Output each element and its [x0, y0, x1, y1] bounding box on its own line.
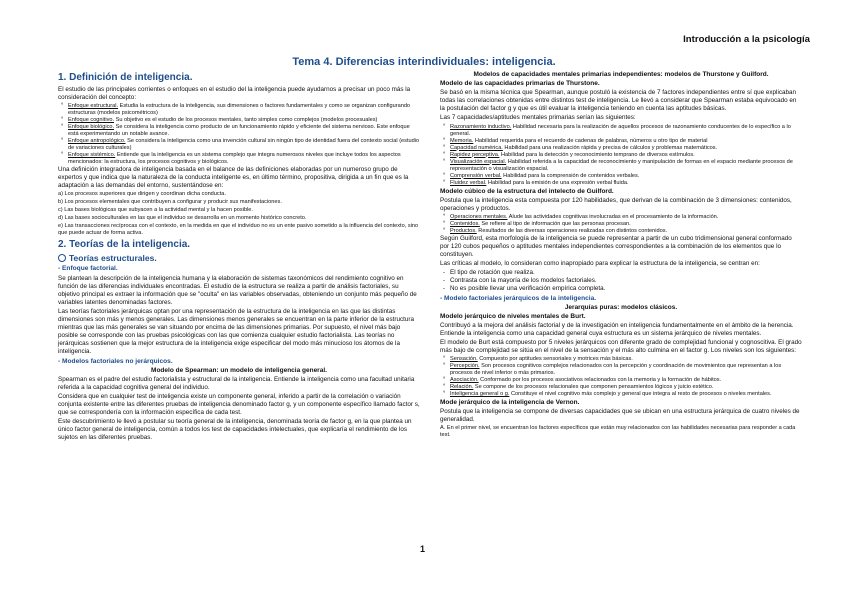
list-item: b) Los procesos elementales que contribuyen a configurar y producir sus manifestaciones.	[58, 199, 282, 206]
levels-list	[440, 356, 802, 398]
left-column	[58, 70, 420, 443]
list-item: a) Los procesos superiores que dirigen y coordinan dicha conducta.	[58, 191, 226, 198]
guilford-paragraph-3: Las críticas al modelo, lo consideran como inapropiado para explicar la estructura de la inteligencia, se centran en:	[440, 260, 760, 268]
list-item: ° Enfoque cognitivo. Su objetivo es el estudio de los procesos mentales, tanto simples como complejos (modelos procesuales)	[68, 117, 420, 124]
burt-paragraph-1: Contribuyó a la mejora del análisis factorial y de la investigación en inteligencia fundamentalmente en el ámbito de la herencia. Entiende la inteligencia como una capacidad general cuya estructura es un sistema jerárquico de niveles mentales.	[440, 321, 794, 337]
non-hierarchical-heading: - Modelos factoriales no jerárquicos.	[58, 357, 173, 365]
list-item: ° Enfoque antropológico. Se considera la inteligencia como una invención cultural sin ningún tipo de identidad fuera del contexto social (estudio de variaciones culturales)	[68, 138, 420, 152]
right-column	[440, 70, 802, 440]
capacities-list	[440, 124, 802, 187]
list-item: ° Visualización espacial. Habilidad referida a la capacidad de reconocimiento y manipulación de formas en el espacio mediante procesos de representación o visualización espacial.	[450, 159, 802, 173]
thurstone-paragraph-1: Se basó en la misma técnica que Spearman, aunque postuló la existencia de 7 factores independientes entre sí que explicaban todas las correlaciones obtenidas entre distintos test de inteligencia. Le llevó a considerar que Spearman estaba equivocado en la postulación del factor g y que es útil evaluar la inteligencia teniendo en cuenta las aptitudes básicas.	[440, 89, 797, 113]
list-item: ° Capacidad numérica. Habilidad para una realización rápida y precisa de cálculos y problemas matemáticos.	[450, 145, 802, 152]
list-item: ° Inteligencia general o g. Constituye el nivel cognitivo más complejo y general que integra al resto de procesos o niveles mentales.	[450, 391, 802, 398]
list-item: - No es posible llevar una verificación empírica completa.	[450, 285, 802, 293]
running-header: Introducción a la psicología	[683, 34, 810, 45]
thurstone-paragraph-2: Las 7 capacidades/aptitudes mentales primarias serían las siguientes:	[440, 114, 636, 122]
burt-heading: Modelo jerárquico de niveles mentales de Burt.	[440, 312, 586, 320]
critics-list	[440, 269, 802, 293]
integrative-definition: Una definición integradora de inteligencia basada en el balance de las definiciones elaboradas por un numeroso grupo de expertos y que indica que la naturaleza de la conducta inteligente es, en último término, propositiva, dirigida a un fin que es la adaptación a las demandas del entorno, sustentándose en:	[58, 166, 409, 190]
list-item: ° Productos. Resultados de las diversas operaciones realizadas con distintos contenidos.	[450, 228, 802, 235]
factorial-heading: - Enfoque factorial.	[58, 265, 118, 273]
list-item: ° Memoria. Habilidad requerida para el recuerdo de cadenas de palabras, números u otro tipo de material	[450, 138, 802, 145]
list-item: ° Enfoque sistémico. Entiende que la inteligencia es un sistema complejo que integra numerosos niveles que incluye todos los aspectos mencionados: la estructura, los procesos cognitivos y biológicos.	[68, 152, 420, 166]
page-title: Tema 4. Diferencias interindividuales: inteligencia.	[292, 56, 556, 68]
list-item: ° Rapidez perceptiva. Habilidad para la detección y reconocimiento temprano de diversos estímulos.	[450, 152, 802, 159]
list-item: ° Enfoque estructural. Estudia la estructura de la inteligencia, sus dimensiones o factores fundamentales y como se organizan configurando estructuras (modelos psicométricos)	[68, 103, 420, 117]
list-item: ° Sensación. Compuesto por aptitudes sensoriales y motrices más básicas.	[450, 356, 802, 363]
spearman-paragraph-3: Este descubrimiento le llevó a postular su teoría general de la inteligencia, denominada teoría de factor g, en la que plantea un único factor general de inteligencia, común a todos los test de capacidades intelectuales, que explicaría el rendimiento de los sujetos en las diferentes pruebas.	[58, 418, 412, 442]
page-number: 1	[420, 544, 426, 554]
list-item: e) Las transacciones recíprocas con el contexto, en la medida en que el individuo no es un ente pasivo sometido a la influencia del contexto, sino que puede actuar de forma activa.	[58, 223, 419, 237]
list-item: - El tipo de rotación que realiza.	[450, 269, 802, 277]
spearman-paragraph-2: Considera que en cualquier test de inteligencia existe un componente general, inferido a partir de la correlación o variación conjunta existente entre las diferentes pruebas de inteligencia denominado factor g, y un componente específico llamado factor s, que se correspondería con la información específica de cada test.	[58, 392, 420, 417]
approaches-list	[58, 103, 420, 166]
thurstone-heading: Modelo de las capacidades primarias de Thurstone.	[440, 80, 600, 88]
vernon-paragraph-1: Postula que la inteligencia se compone de diversas capacidades que se ubican en una estructura jerárquica de cuatro niveles de generalidad.	[440, 408, 800, 424]
list-item: ° Asociación. Conformado por los procesos asociativos relacionados con la memoria y la formación de hábitos.	[450, 377, 802, 384]
list-item: c) Las bases biológicas que subyacen a la actividad mental y la hacen posible.	[58, 207, 253, 214]
spearman-heading: Modelo de Spearman: un modelo de inteligencia general.	[151, 366, 327, 374]
guilford-heading: Modelo cúbico de la estructura del intelecto de Guilford.	[440, 187, 614, 195]
list-item: ° Contenidos. Se refiere al tipo de información que las personas procesan.	[450, 221, 802, 228]
section-2-heading: 2. Teorías de la inteligencia.	[58, 239, 191, 251]
list-item: ° Razonamiento inductivo. Habilidad necesaria para la realización de aquellos procesos de razonamiento conducentes de lo específico a lo general.	[450, 124, 802, 138]
list-item: - Contrasta con la mayoría de los modelos factoriales.	[450, 277, 802, 285]
factorial-paragraph-1: Se plantean la descripción de la inteligencia humana y la elaboración de sistemas taxonómicos del rendimiento cognitivo en función de las diferencias individuales encontradas. El estudio de la estructura se realiza a partir de análisis factoriales, su objetivo principal es extraer la información que se "oculta" en las variables observadas, obteniendo un conjunto más pequeño de variables latentes denominadas factores.	[58, 274, 417, 306]
structural-theories-heading: Teorías estructurales.	[58, 253, 420, 264]
guilford-paragraph-2: Según Guilford, esta morfología de la inteligencia se puede representar a partir de un cubo tridimensional general conformado por 120 cubos pequeños o aptitudes mentales independientes correspondientes a la combinación de los elementos que lo constituyen.	[440, 234, 792, 259]
thurstone-guilford-heading: Modelos de capacidades mentales primarias independientes: modelos de Thurstone y Guilford.	[473, 71, 769, 78]
hierarchical-heading: - Modelo factoriales jerárquicos de la inteligencia.	[440, 294, 597, 302]
pure-hierarchies-heading: Jerarquías puras: modelos clásicos.	[564, 303, 678, 311]
section-1-heading: 1. Definición de inteligencia.	[58, 72, 193, 83]
list-item: ° Relación. Se compone de los procesos relacionales que componen pensamientos lógicos y juicio estético.	[450, 384, 802, 391]
section-1-intro: El estudio de las principales corrientes o enfoques en el estudio del la inteligencia puede ayudarnos a precisar un poco más la consideración del concepto:	[58, 86, 411, 102]
list-item: ° Operaciones mentales. Alude las actividades cognitivas involucradas en el procesamiento de la información.	[450, 214, 802, 221]
dimensions-list	[440, 214, 802, 235]
list-item: ° Enfoque biológico. Se considera la inteligencia como producto de un funcionamiento rápido y eficiente del sistema nervioso. Este enfoque está experimentando un notable avance.	[68, 124, 420, 138]
spearman-paragraph-1: Spearman es el padre del estudio factorialista y estructural de la inteligencia. Entiende la inteligencia como una facultad unitaria referida a la capacidad cognitiva general del individuo.	[58, 375, 415, 391]
vernon-heading: Mode jerárquico de la inteligencia de Vernon.	[440, 399, 580, 407]
burt-paragraph-2: El modelo de Burt está compuesto por 5 niveles jerárquicos con diferente grado de complejidad funcional y cognoscitiva. El grado más bajo de complejidad se sitúa en el nivel de la sensación y el más alto culmina en el factor g. Los niveles son los siguientes:	[440, 338, 802, 355]
list-item: d) Las bases socioculturales en las que el individuo se desarrolla en un momento histórico concreto.	[58, 215, 307, 222]
guilford-paragraph-1: Postula que la inteligencia esta compuesta por 120 habilidades, que derivan de la combinación de 3 dimensiones: contenidos, operaciones y productos.	[440, 196, 792, 212]
list-item: ° Comprensión verbal. Habilidad para la comprensión de contenidos verbales.	[450, 173, 802, 180]
circle-bullet-icon	[58, 254, 66, 262]
list-item: ° Fluidez verbal. Habilidad para la emisión de una expresión verbal fluida.	[450, 180, 802, 187]
factorial-paragraph-2: Las teorías factoriales jerárquicas optan por una representación de la estructura de la inteligencia en las que las distintas dimensiones son más y menos generales. Las dimensiones menos generales se encuentran en la parte inferior de la estructura mientras que las más generales se van situando por encima de las dimensiones primarias. Por supuesto, el nivel más bajo posible se corresponde con las pruebas psicológicas con las que comienza cualquier estudio factorialista. Las teorías no jerárquicas sostienen que la mejor estructura de la inteligencia exige especificar del modo más minucioso los átomos de la inteligencia.	[58, 307, 414, 356]
letters-list	[58, 191, 420, 237]
vernon-paragraph-2: A. En el primer nivel, se encuentran los factores específicos que están muy relacionados con las habilidades necesarias para responder a cada test.	[440, 425, 796, 439]
list-item: ° Percepción. Son procesos cognitivos complejos relacionados con la percepción y coordinación de movimientos que representan a los procesos de nivel inferior o más primarios.	[450, 363, 802, 377]
